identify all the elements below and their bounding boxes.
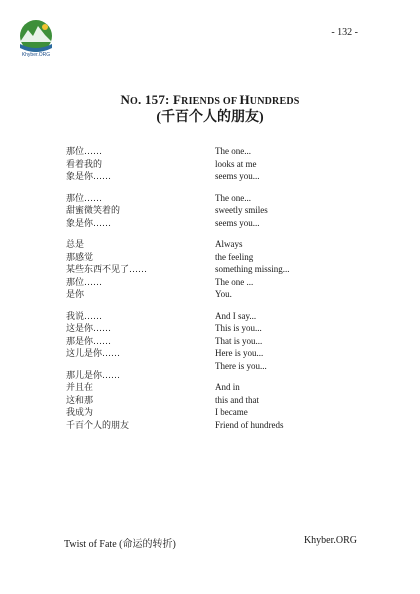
english-line: seems you... [215, 171, 260, 181]
page-subtitle: (千百个人的朋友) [156, 110, 264, 125]
english-stanza [215, 145, 290, 183]
english-line: The one ... [215, 276, 254, 287]
title-number: . 157: F [138, 92, 182, 107]
english-line: the feeling [215, 251, 254, 262]
stanza-gap [215, 229, 290, 238]
english-stanza [215, 381, 290, 431]
english-line: You. [215, 289, 232, 299]
english-line: The one... [215, 146, 251, 156]
chinese-line: 这和那 [66, 394, 94, 405]
english-line: I became [215, 407, 248, 417]
title-o: O [130, 96, 139, 107]
title-h: H [239, 92, 250, 107]
english-line: Always [215, 239, 243, 249]
chinese-line: 甜蜜微笑着的 [66, 205, 121, 215]
chinese-line: 我成为 [66, 407, 94, 417]
title-word-2: UNDREDS [249, 96, 300, 107]
stanza-gap [66, 229, 147, 238]
english-line: looks at me [215, 158, 257, 169]
chinese-line: 那是你…… [66, 335, 112, 346]
english-stanza [215, 238, 290, 301]
chinese-line: 这儿是你…… [66, 348, 121, 358]
stanza-gap [215, 183, 290, 192]
english-line: This is you... [215, 323, 262, 333]
chinese-column [66, 145, 147, 431]
chinese-line: 那位…… [66, 192, 103, 203]
chinese-line: 总是 [66, 239, 85, 249]
khyber-logo-icon [14, 18, 58, 54]
chinese-line: 那感觉 [66, 251, 94, 262]
english-line: That is you... [215, 335, 263, 346]
chinese-stanza [66, 310, 147, 360]
footer-book-title: Twist of Fate (命运的转折) [64, 539, 176, 550]
english-line: seems you... [215, 217, 260, 228]
chinese-line: 那儿是你…… [66, 369, 121, 380]
english-stanza [215, 192, 290, 230]
english-stanza [215, 310, 290, 373]
stanza-gap [215, 301, 290, 310]
chinese-line: 是你 [66, 289, 85, 299]
page-number: - 132 - [331, 27, 358, 38]
chinese-stanza [66, 145, 147, 183]
chinese-line: 那位…… [66, 146, 103, 156]
english-line: Friend of hundreds [215, 419, 284, 430]
chinese-stanza [66, 369, 147, 432]
english-line: The one... [215, 192, 251, 203]
chinese-line: 看着我的 [66, 158, 103, 169]
chinese-line: 我说…… [66, 310, 103, 321]
english-line: And I say... [215, 310, 257, 321]
chinese-line: 某些东西不见了…… [66, 264, 148, 274]
chinese-line: 这是你…… [66, 323, 112, 333]
chinese-line: 并且在 [66, 382, 94, 392]
chinese-stanza [66, 238, 147, 301]
stanza-gap [66, 183, 147, 192]
title-word-1: RIENDS OF [181, 96, 240, 107]
english-line: this and that [215, 394, 259, 405]
logo-label: Khyber.ORG [21, 52, 51, 58]
chinese-line: 象是你…… [66, 171, 112, 181]
english-line: something missing... [215, 264, 290, 274]
english-line: And in [215, 382, 240, 392]
chinese-line: 象是你…… [66, 217, 112, 228]
chinese-line: 那位…… [66, 276, 103, 287]
stanza-gap [215, 372, 290, 381]
footer-site: Khyber.ORG [303, 535, 357, 546]
english-column [215, 145, 290, 431]
english-line: There is you... [215, 360, 267, 371]
stanza-gap [66, 301, 147, 310]
english-line: Here is you... [215, 348, 264, 358]
chinese-line: 千百个人的朋友 [66, 419, 130, 430]
chinese-stanza [66, 192, 147, 230]
stanza-gap [66, 360, 147, 369]
title-n: N [120, 92, 131, 107]
english-line: sweetly smiles [215, 205, 268, 215]
